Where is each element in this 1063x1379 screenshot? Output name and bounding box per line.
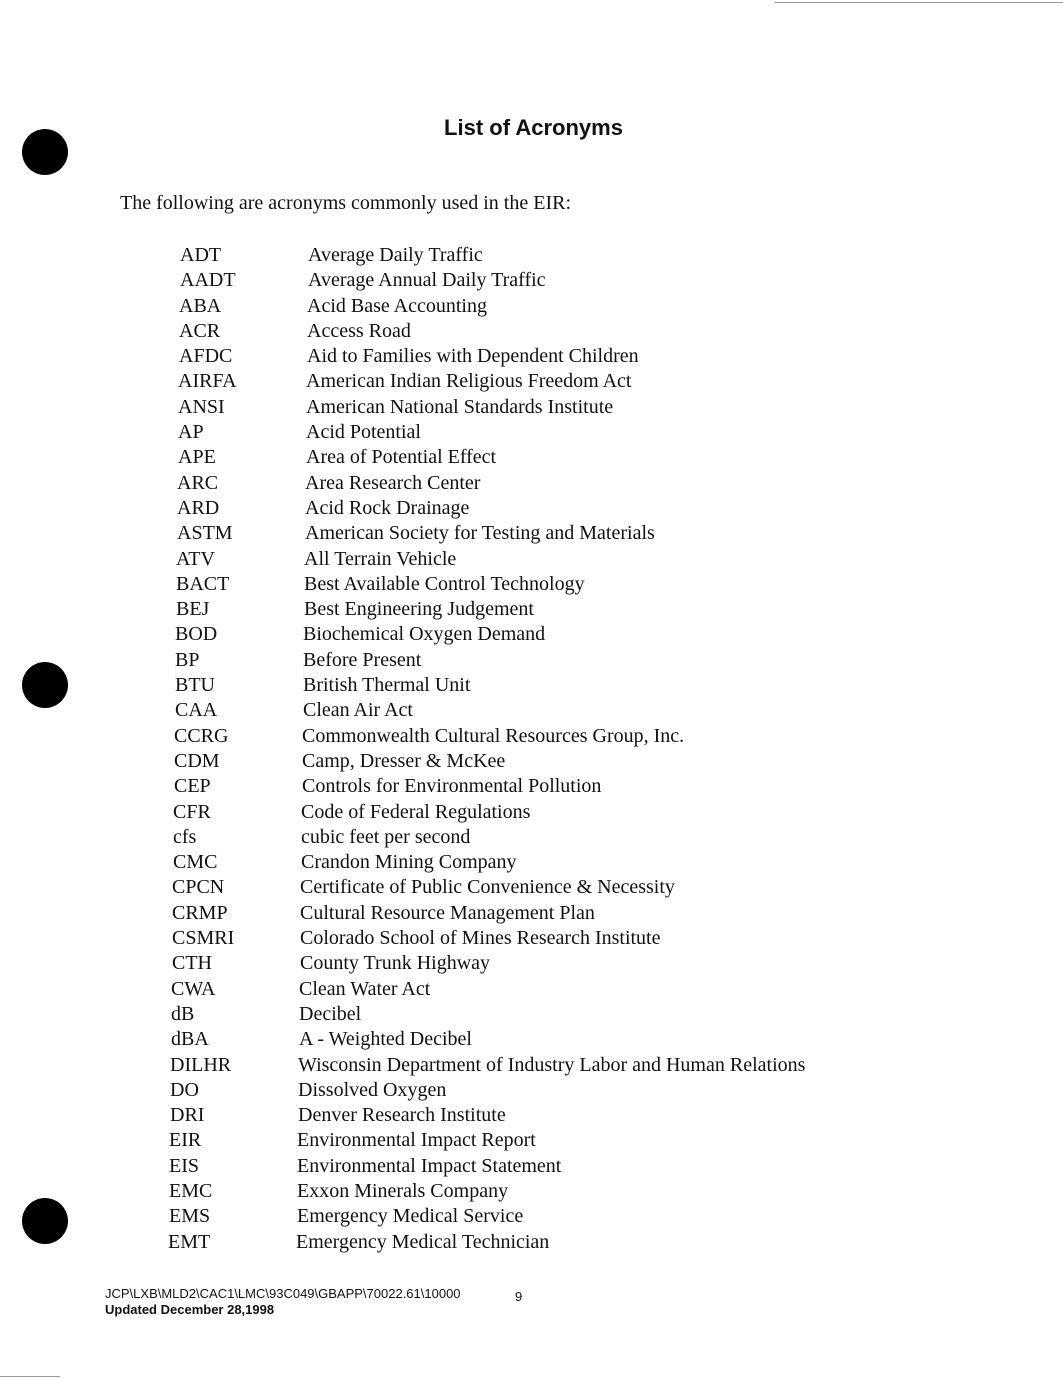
acronym-row	[164, 951, 872, 976]
acronym-definition: Acid Rock Drainage	[305, 496, 470, 519]
intro-text: The following are acronyms commonly used in the EIR:	[120, 192, 572, 214]
acronym-definition: Best Available Control Technology	[304, 572, 585, 595]
acronym-definition: Emergency Medical Technician	[296, 1230, 550, 1253]
acronym-abbr: DILHR	[170, 1053, 232, 1076]
acronym-abbr: CMC	[173, 851, 218, 874]
acronym-row	[168, 547, 872, 572]
acronym-definition: Certificate of Public Convenience & Necessity	[300, 876, 675, 899]
acronym-definition: Access Road	[307, 319, 411, 342]
acronym-row	[168, 597, 872, 622]
acronym-row	[161, 1179, 872, 1204]
acronym-definition: Denver Research Institute	[298, 1104, 506, 1127]
acronym-abbr: BP	[175, 648, 200, 671]
acronym-definition: Environmental Impact Statement	[297, 1154, 562, 1177]
acronym-definition: Acid Base Accounting	[307, 294, 487, 317]
acronym-abbr: DO	[170, 1078, 199, 1101]
acronym-definition: Acid Potential	[306, 421, 421, 444]
acronym-definition: cubic feet per second	[301, 825, 471, 848]
acronym-abbr: ADT	[180, 244, 222, 266]
acronym-row	[169, 471, 872, 496]
acronym-definition: Environmental Impact Report	[297, 1129, 536, 1152]
acronym-row	[167, 673, 872, 698]
acronym-row	[161, 1154, 872, 1179]
punch-hole	[22, 1198, 68, 1244]
acronym-definition: Colorado School of Mines Research Institute	[300, 927, 661, 950]
scan-edge-line	[0, 1376, 60, 1377]
acronym-definition: Code of Federal Regulations	[301, 800, 531, 823]
footer	[105, 1286, 461, 1318]
acronym-row	[167, 622, 872, 647]
acronym-abbr: CRMP	[172, 901, 228, 924]
acronym-row	[166, 774, 872, 799]
acronym-list	[168, 243, 872, 1255]
acronym-abbr: ANSI	[178, 395, 225, 418]
acronym-definition: County Trunk Highway	[300, 952, 491, 975]
acronym-definition: Average Daily Traffic	[308, 244, 483, 266]
acronym-row	[169, 496, 872, 521]
footer-path: JCP\LXB\MLD2\CAC1\LMC\93C049\GBAPP\70022.61\10000	[105, 1286, 461, 1301]
acronym-definition: Biochemical Oxygen Demand	[303, 623, 546, 646]
acronym-definition: Average Annual Daily Traffic	[308, 269, 546, 292]
acronym-definition: Clean Air Act	[303, 699, 413, 722]
acronym-abbr: BEJ	[176, 598, 210, 621]
acronym-abbr: BOD	[175, 623, 218, 646]
acronym-row	[171, 294, 872, 319]
acronym-definition: Before Present	[303, 648, 422, 671]
acronym-definition: American National Standards Institute	[306, 395, 614, 418]
acronym-row	[164, 875, 872, 900]
acronym-row	[162, 1053, 872, 1078]
acronym-abbr: dBA	[171, 1028, 209, 1051]
acronym-abbr: CCRG	[174, 724, 229, 747]
acronym-row	[165, 850, 872, 875]
acronym-row	[172, 243, 872, 268]
acronym-row	[165, 825, 872, 850]
acronym-abbr: APE	[178, 446, 216, 469]
acronym-row	[161, 1128, 872, 1153]
acronym-abbr: CPCN	[172, 876, 225, 899]
acronym-row	[170, 420, 872, 445]
acronym-definition: Wisconsin Department of Industry Labor and Human Relations	[298, 1053, 806, 1076]
acronym-abbr: EMT	[168, 1230, 211, 1253]
acronym-row	[162, 1103, 872, 1128]
acronym-definition: Camp, Dresser & McKee	[302, 749, 506, 772]
acronym-definition: Controls for Environmental Pollution	[302, 775, 602, 798]
acronym-definition: A - Weighted Decibel	[299, 1028, 472, 1051]
acronym-abbr: AP	[178, 421, 204, 444]
acronym-definition: Dissolved Oxygen	[298, 1078, 447, 1101]
acronym-abbr: CSMRI	[172, 927, 235, 950]
acronym-definition: Cultural Resource Management Plan	[300, 901, 595, 924]
acronym-abbr: CFR	[173, 800, 211, 823]
acronym-definition: Area of Potential Effect	[306, 446, 497, 469]
footer-updated: Updated December 28,1998	[105, 1302, 275, 1317]
acronym-definition: American Indian Religious Freedom Act	[306, 370, 632, 393]
acronym-abbr: ASTM	[177, 522, 233, 545]
acronym-abbr: DRI	[170, 1104, 205, 1127]
acronym-row	[167, 648, 872, 673]
acronym-abbr: ARC	[177, 471, 219, 494]
acronym-abbr: BACT	[176, 572, 230, 595]
acronym-abbr: cfs	[173, 825, 197, 848]
acronym-definition: Best Engineering Judgement	[304, 598, 534, 621]
acronym-row	[164, 926, 872, 951]
acronym-row	[172, 268, 872, 293]
acronym-definition: American Society for Testing and Materials	[305, 522, 655, 545]
acronym-abbr: ATV	[176, 547, 215, 570]
acronym-definition: Area Research Center	[305, 471, 481, 494]
acronym-row	[166, 724, 872, 749]
acronym-definition: Aid to Families with Dependent Children	[307, 345, 639, 368]
acronym-row	[170, 369, 872, 394]
acronym-row	[170, 445, 872, 470]
acronym-abbr: EIS	[169, 1154, 199, 1177]
page-number: 9	[515, 1289, 523, 1304]
scan-edge-line	[775, 2, 1063, 3]
acronym-abbr: EMS	[169, 1205, 211, 1228]
acronym-row	[162, 1078, 872, 1103]
acronym-row	[171, 319, 872, 344]
acronym-row	[168, 572, 872, 597]
acronym-definition: Emergency Medical Service	[297, 1205, 524, 1228]
acronym-row	[161, 1204, 872, 1229]
acronym-definition: Decibel	[299, 1002, 362, 1025]
acronym-row	[164, 901, 872, 926]
punch-hole	[22, 662, 68, 708]
acronym-abbr: AADT	[180, 269, 236, 292]
acronym-abbr: CAA	[175, 699, 218, 722]
acronym-definition: Exxon Minerals Company	[297, 1179, 509, 1202]
acronym-row	[160, 1230, 872, 1255]
acronym-row	[163, 1027, 872, 1052]
acronym-abbr: ACR	[179, 319, 221, 342]
acronym-abbr: ABA	[179, 294, 222, 317]
acronym-abbr: dB	[171, 1002, 195, 1025]
acronym-abbr: CEP	[174, 775, 211, 798]
acronym-abbr: AIRFA	[178, 370, 237, 393]
acronym-definition: Clean Water Act	[299, 977, 431, 1000]
acronym-abbr: CTH	[172, 952, 212, 975]
acronym-abbr: AFDC	[179, 345, 233, 368]
acronym-abbr: EMC	[169, 1179, 213, 1202]
acronym-definition: British Thermal Unit	[303, 674, 471, 697]
acronym-row	[166, 749, 872, 774]
acronym-row	[170, 395, 872, 420]
acronym-abbr: BTU	[175, 674, 215, 697]
acronym-row	[169, 521, 872, 546]
acronym-definition: Commonwealth Cultural Resources Group, Inc.	[302, 724, 685, 747]
acronym-abbr: ARD	[177, 496, 220, 519]
acronym-row	[167, 698, 872, 723]
page-title: List of Acronyms	[444, 115, 623, 140]
acronym-row	[165, 800, 872, 825]
acronym-abbr: CDM	[174, 749, 220, 772]
acronym-row	[163, 1002, 872, 1027]
acronym-abbr: CWA	[171, 977, 216, 1000]
acronym-row	[171, 344, 872, 369]
acronym-definition: Crandon Mining Company	[301, 851, 517, 874]
acronym-definition: All Terrain Vehicle	[304, 547, 457, 570]
acronym-row	[163, 977, 872, 1002]
acronym-abbr: EIR	[169, 1129, 202, 1152]
